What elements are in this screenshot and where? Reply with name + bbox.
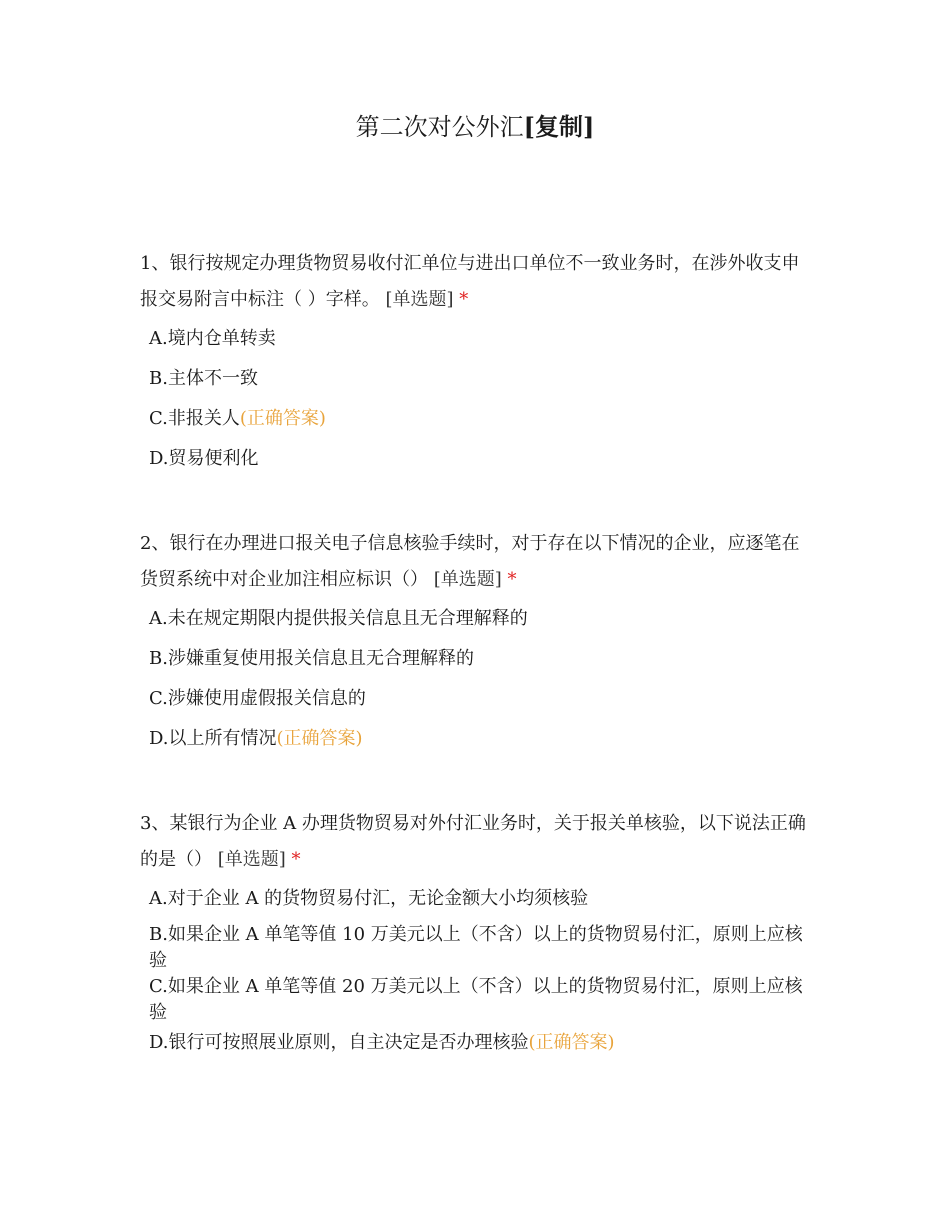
required-mark: *	[507, 569, 517, 590]
option-text: D.银行可按照展业原则，自主决定是否办理核验	[149, 1032, 529, 1053]
title-suffix: [复制]	[523, 112, 595, 141]
option-b	[149, 646, 810, 672]
option-d	[149, 1030, 810, 1056]
option-c	[149, 406, 810, 432]
question-stem	[140, 246, 810, 318]
option-b	[149, 922, 810, 974]
question-stem	[140, 526, 810, 598]
question-1	[140, 246, 810, 486]
title-main: 第二次对公外汇	[355, 113, 524, 141]
option-a	[149, 326, 810, 352]
option-text: D.以上所有情况	[149, 728, 277, 749]
correct-answer-tag: (正确答案)	[528, 1032, 615, 1053]
option-text: A.对于企业 A 的货物贸易付汇，无论金额大小均须核验	[149, 888, 589, 909]
option-d	[149, 726, 810, 752]
option-text: B.主体不一致	[149, 368, 258, 389]
question-type-label: [单选题]	[217, 849, 286, 870]
option-text: A.未在规定期限内提供报关信息且无合理解释的	[149, 608, 528, 629]
correct-answer-tag: (正确答案)	[239, 408, 326, 429]
question-2	[140, 526, 810, 766]
option-list	[140, 886, 810, 1056]
option-c	[149, 686, 810, 712]
page-title	[0, 110, 950, 144]
question-text: 3、某银行为企业 A 办理货物贸易对外付汇业务时，关于报关单核验，以下说法正确的是（）	[140, 813, 806, 870]
option-text: C.涉嫌使用虚假报关信息的	[149, 688, 366, 709]
option-text: D.贸易便利化	[149, 448, 259, 469]
option-a	[149, 886, 810, 912]
option-text: A.境内仓单转卖	[149, 328, 276, 349]
option-text: B.涉嫌重复使用报关信息且无合理解释的	[149, 648, 474, 669]
option-text: C.如果企业 A 单笔等值 20 万美元以上（不含）以上的货物贸易付汇，原则上应核验	[149, 976, 803, 1023]
question-text: 2、银行在办理进口报关电子信息核验手续时，对于存在以下情况的企业，应逐笔在货贸系统中对企业加注相应标识（）	[140, 533, 800, 590]
option-text: B.如果企业 A 单笔等值 10 万美元以上（不含）以上的货物贸易付汇，原则上应核验	[149, 924, 803, 971]
option-d	[149, 446, 810, 472]
option-list	[140, 606, 810, 752]
option-text: C.非报关人	[149, 408, 240, 429]
question-text: 1、银行按规定办理货物贸易收付汇单位与进出口单位不一致业务时，在涉外收支申报交易附言中标注（ ）字样。	[140, 253, 800, 310]
option-a	[149, 606, 810, 632]
question-type-label: [单选题]	[433, 569, 502, 590]
required-mark: *	[459, 289, 469, 310]
question-3	[140, 806, 810, 1070]
option-list	[140, 326, 810, 472]
correct-answer-tag: (正确答案)	[276, 728, 363, 749]
question-stem	[140, 806, 810, 878]
required-mark: *	[291, 849, 301, 870]
question-type-label: [单选题]	[385, 289, 454, 310]
option-b	[149, 366, 810, 392]
option-c	[149, 974, 810, 1026]
